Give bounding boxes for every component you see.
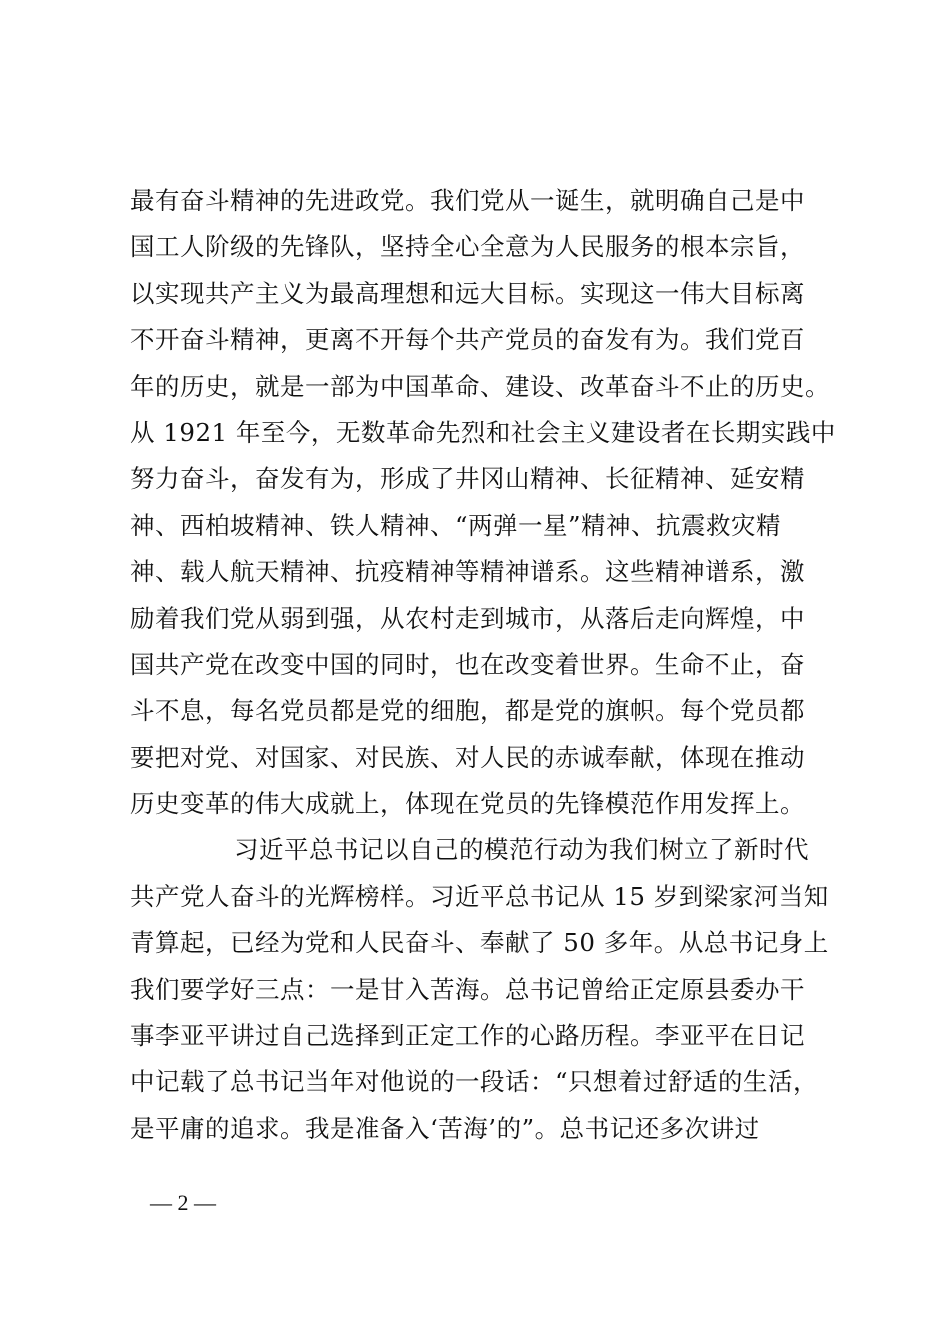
- text-line: 我们要学好三点：一是甘入苦海。总书记曾给正定原县委办干: [130, 974, 805, 1004]
- page-number: — 2 —: [150, 1190, 216, 1215]
- text-line: 从 1921 年至今，无数革命先烈和社会主义建设者在长期实践中: [130, 417, 836, 447]
- text-line: 是平庸的追求。我是准备入‘苦海’的”。总书记还多次讲过: [130, 1113, 760, 1143]
- text-line: 以实现共产主义为最高理想和远大目标。实现这一伟大目标离: [130, 278, 805, 308]
- text-line: 年的历史，就是一部为中国革命、建设、改革奋斗不止的历史。: [130, 371, 830, 401]
- text-line: 神、载人航天精神、抗疫精神等精神谱系。这些精神谱系，激: [130, 557, 805, 587]
- text-line: 要把对党、对国家、对民族、对人民的赤诚奉献，体现在推动: [130, 742, 805, 772]
- text-line: 国共产党在改变中国的同时，也在改变着世界。生命不止，奋: [130, 649, 805, 679]
- text-line: 中记载了总书记当年对他说的一段话：“只想着过舒适的生活，: [130, 1067, 819, 1097]
- text-line: 最有奋斗精神的先进政党。我们党从一诞生，就明确自己是中: [130, 186, 805, 215]
- text-line: 不开奋斗精神，更离不开每个共产党员的奋发有为。我们党百: [130, 325, 805, 355]
- text-line: 神、西柏坡精神、铁人精神、“两弹一星”精神、抗震救灾精: [130, 510, 782, 540]
- text-line: 青算起，已经为党和人民奋斗、奉献了 50 多年。从总书记身上: [130, 928, 829, 958]
- text-line: 历史变革的伟大成就上，体现在党员的先锋模范作用发挥上。: [130, 789, 805, 819]
- text-line: 国工人阶级的先锋队，坚持全心全意为人民服务的根本宗旨，: [130, 232, 805, 262]
- text-line: 共产党人奋斗的光辉榜样。习近平总书记从 15 岁到梁家河当知: [130, 881, 829, 911]
- text-line: 励着我们党从弱到强，从农村走到城市，从落后走向辉煌，中: [130, 603, 805, 633]
- text-line: 事李亚平讲过自己选择到正定工作的心路历程。李亚平在日记: [130, 1021, 805, 1051]
- text-line: 努力奋斗，奋发有为，形成了井冈山精神、长征精神、延安精: [130, 464, 805, 494]
- paragraph-first-line: 习近平总书记以自己的模范行动为我们树立了新时代: [234, 835, 809, 865]
- body-text: [130, 178, 850, 1152]
- text-line: 斗不息，每名党员都是党的细胞，都是党的旗帜。每个党员都: [130, 696, 805, 726]
